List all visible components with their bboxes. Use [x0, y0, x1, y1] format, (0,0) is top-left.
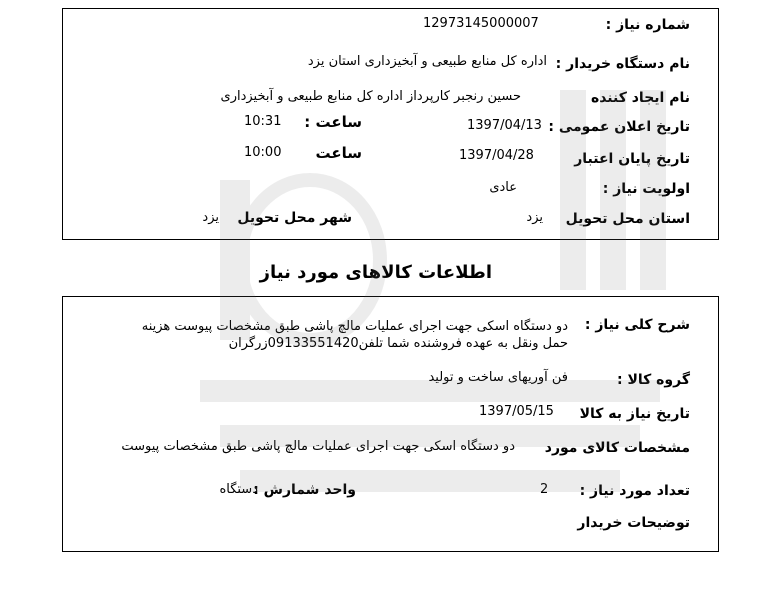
announce-date-label: تاریخ اعلان عمومی : [548, 119, 690, 135]
goods-group-value: فن آوریهای ساخت و تولید [428, 370, 568, 385]
announce-time-label: ساعت : [304, 113, 362, 131]
priority-value: عادی [489, 180, 517, 195]
goods-details-panel [62, 296, 719, 552]
description-line-1: دو دستگاه اسکی جهت اجرای عملیات مالچ پاشی طبق مشخصات پیوست هزینه [141, 319, 568, 334]
section-title: اطلاعات کالاهای مورد نیاز [259, 262, 492, 283]
quantity-value: 2 [540, 482, 549, 497]
delivery-city-label: شهر محل تحویل [237, 210, 352, 226]
need-date-label: تاریخ نیاز به کالا [579, 406, 690, 422]
delivery-province-label: استان محل تحویل [565, 211, 690, 227]
creator-label: نام ایجاد کننده [590, 90, 690, 106]
need-number-label: شماره نیاز : [605, 17, 690, 33]
expiry-date-value: 1397/04/28 [459, 148, 534, 163]
goods-spec-value: دو دستگاه اسکی جهت اجرای عملیات مالچ پاشی طبق مشخصات پیوست [121, 439, 515, 454]
announce-time-value: 10:31 [244, 114, 282, 129]
unit-value: دستگاه [219, 482, 258, 497]
expiry-date-label: تاریخ پایان اعتبار [574, 151, 690, 167]
expiry-time-value: 10:00 [244, 145, 282, 160]
quantity-label: تعداد مورد نیاز : [579, 483, 690, 499]
goods-group-label: گروه کالا : [617, 372, 690, 388]
unit-label: واحد شمارش : [253, 482, 356, 498]
buyer-org-value: اداره کل منابع طبیعی و آبخیزداری استان یزد [307, 54, 547, 69]
buyer-org-label: نام دستگاه خریدار : [555, 56, 690, 72]
delivery-city-value: یزد [202, 210, 219, 225]
goods-spec-label: مشخصات کالای مورد [544, 440, 690, 456]
need-date-value: 1397/05/15 [479, 404, 554, 419]
announce-date-value: 1397/04/13 [467, 118, 542, 133]
need-number-value: 12973145000007 [423, 16, 539, 31]
delivery-province-value: یزد [526, 210, 543, 225]
creator-value: حسین رنجبر کارپرداز اداره کل منابع طبیعی و آبخیزداری [220, 89, 521, 104]
priority-label: اولویت نیاز : [602, 181, 690, 197]
description-line-2: حمل ونقل به عهده فروشنده شما تلفن09133551420زرگران [228, 336, 568, 351]
description-label: شرح کلی نیاز : [584, 317, 690, 333]
buyer-notes-label: توضیحات خریدار [577, 515, 690, 531]
expiry-time-label: ساعت [315, 144, 362, 162]
